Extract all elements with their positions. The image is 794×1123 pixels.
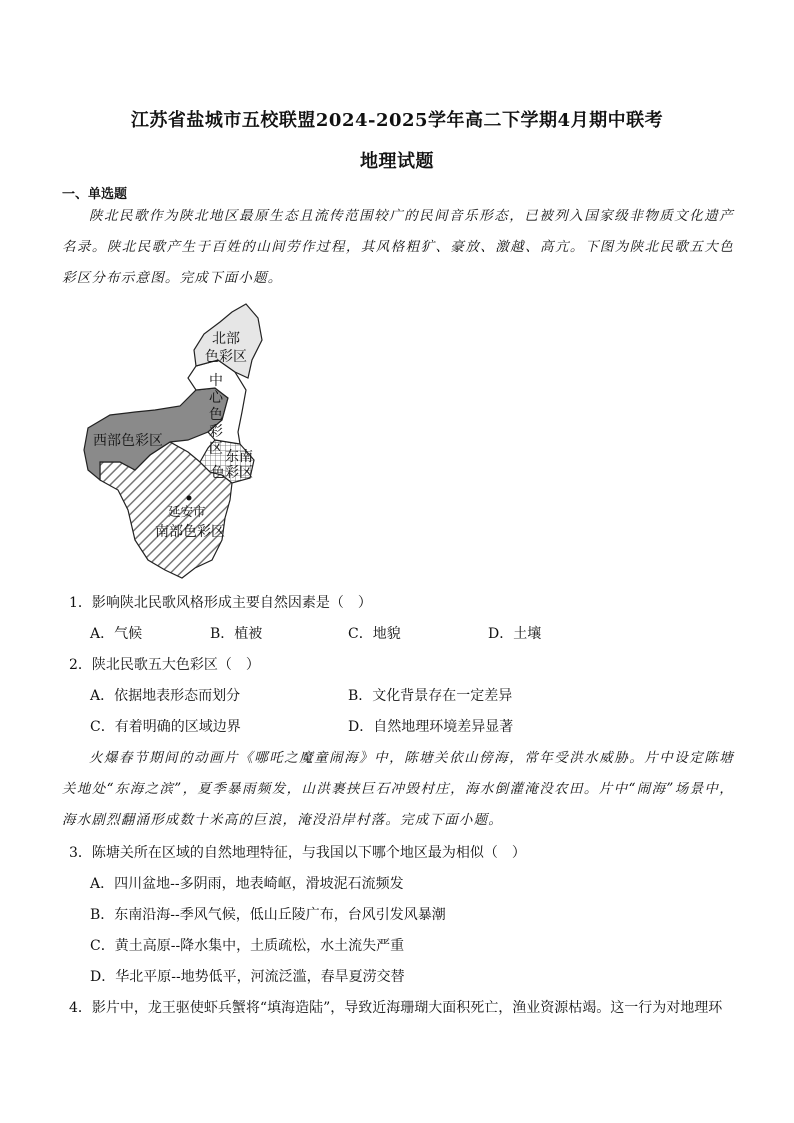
q3-option-d[interactable]: D．华北平原--地势低平，河流泛滥，春旱夏涝交替 bbox=[90, 969, 405, 985]
q3-option-c[interactable]: C．黄土高原--降水集中，土质疏松，水土流失严重 bbox=[90, 938, 405, 954]
q1-option-c[interactable]: C．地貌 bbox=[348, 626, 401, 642]
question-3: 3．陈塘关所在区域的自然地理特征，与我国以下哪个地区最为相似（ ） bbox=[69, 845, 526, 861]
west-region-label: 西部色彩区 bbox=[93, 433, 163, 449]
yanan-city-label: 延安市 bbox=[168, 504, 206, 519]
question-1: 1．影响陕北民歌风格形成主要自然因素是（ ） bbox=[69, 595, 372, 611]
passage-2: 火爆春节期间的动画片《哪吒之魔童闹海》中，陈塘关依山傍海，常年受洪水威胁。片中设定陈塘关地处“东海之滨”，夏季暴雨频发，山洪裹挟巨石冲毁村庄，海水倒灌淹没农田。片中“闹海”场景中，海水剧烈翻涌形成数十米高的巨浪，淹没沿岸村落。完成下面小题。 bbox=[62, 750, 734, 828]
center-region-label-4: 彩 bbox=[209, 424, 223, 440]
question-4: 4．影片中，龙王驱使虾兵蟹将“填海造陆”，导致近海珊瑚大面积死亡，渔业资源枯竭。这一行为对地理环 bbox=[69, 1000, 723, 1016]
north-region-label-1: 北部 bbox=[212, 331, 240, 347]
center-region-label-1: 中 bbox=[209, 373, 223, 389]
question-2: 2．陕北民歌五大色彩区（ ） bbox=[69, 657, 260, 673]
south-region-label: 南部色彩区 bbox=[155, 524, 225, 540]
q2-option-d[interactable]: D．自然地理环境差异显著 bbox=[348, 719, 514, 735]
center-region-label-3: 色 bbox=[209, 407, 223, 423]
center-region-label-2: 心 bbox=[209, 390, 223, 406]
q2-option-a[interactable]: A．依据地表形态而划分 bbox=[90, 688, 241, 704]
shaanbei-folk-song-region-map bbox=[80, 300, 270, 585]
q2-option-c[interactable]: C．有着明确的区域边界 bbox=[90, 719, 241, 735]
q1-option-a[interactable]: A．气候 bbox=[90, 626, 143, 642]
q3-option-b[interactable]: B．东南沿海--季风气候，低山丘陵广布，台风引发风暴潮 bbox=[90, 907, 446, 923]
q3-option-a[interactable]: A．四川盆地--多阴雨，地表崎岖，滑坡泥石流频发 bbox=[90, 876, 404, 892]
passage-1: 陕北民歌作为陕北地区最原生态且流传范围较广的民间音乐形态，已被列入国家级非物质文化遗产名录。陕北民歌产生于百姓的山间劳作过程，其风格粗犷、豪放、激越、高亢。下图为陕北民歌五大色彩区分布示意图。完成下面小题。 bbox=[62, 208, 734, 286]
section-heading: 一、单选题 bbox=[62, 187, 128, 202]
east-region-label-1: 东南 bbox=[225, 449, 253, 465]
q1-option-b[interactable]: B．植被 bbox=[210, 626, 263, 642]
exam-title: 江苏省盐城市五校联盟2024-2025学年高二下学期4月期中联考 bbox=[130, 110, 664, 131]
yanan-city-marker bbox=[187, 496, 192, 501]
q2-option-b[interactable]: B．文化背景存在一定差异 bbox=[348, 688, 513, 704]
exam-subject-title: 地理试题 bbox=[360, 151, 434, 172]
north-region-label-2: 色彩区 bbox=[205, 349, 247, 365]
east-region-label-2: 色彩区 bbox=[211, 465, 253, 481]
q1-option-d[interactable]: D．土壤 bbox=[488, 626, 542, 642]
center-region-label-5: 区 bbox=[209, 441, 223, 457]
